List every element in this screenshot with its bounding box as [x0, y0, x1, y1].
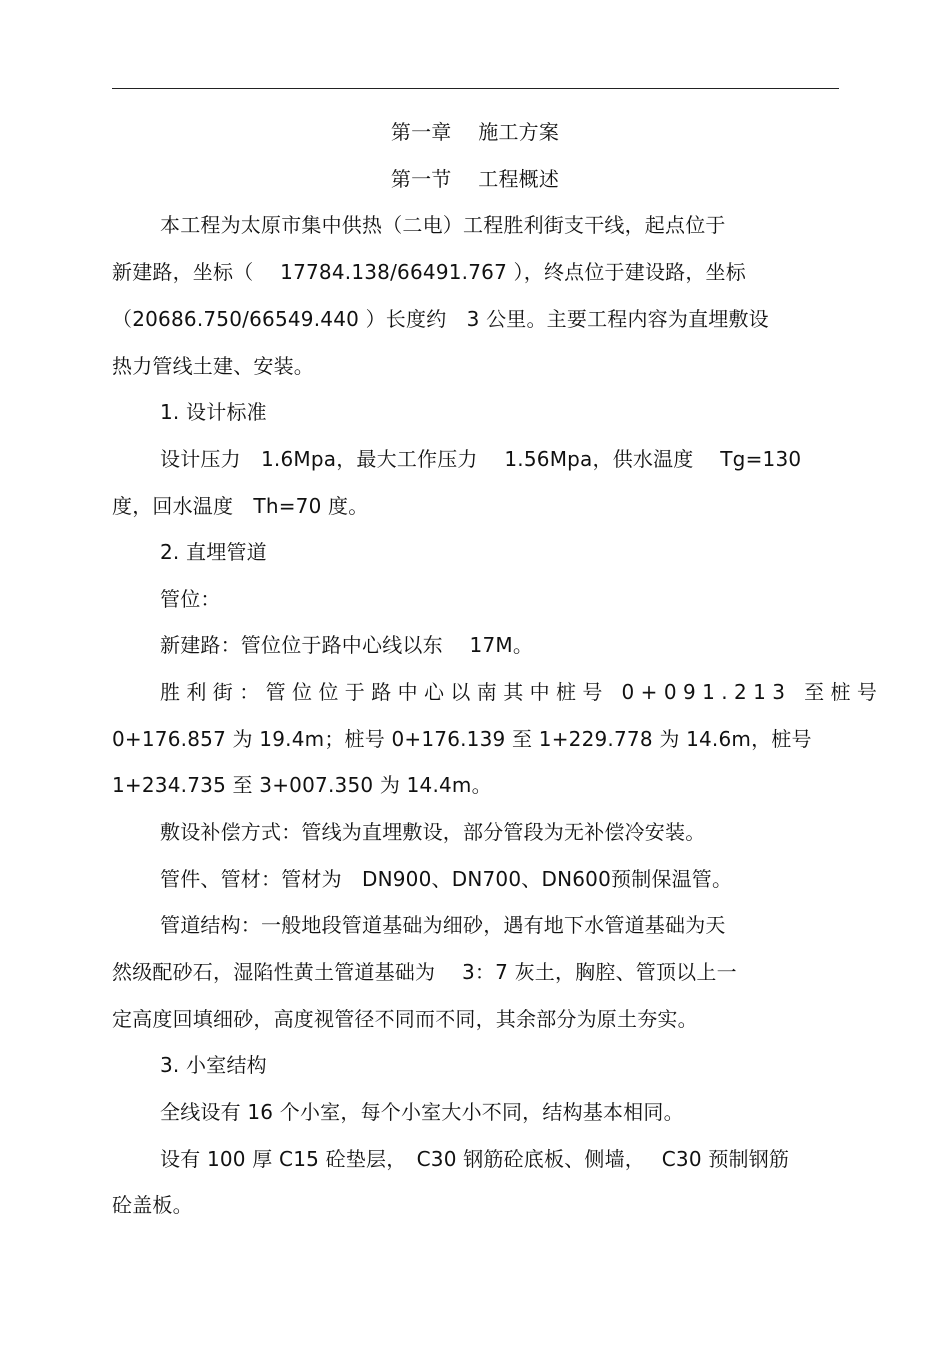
paragraph-line: 管件、管材：管材为 DN900、DN700、DN600预制保温管。: [160, 867, 733, 891]
paragraph-line: 度，回水温度 Th=70 度。: [112, 494, 369, 518]
section-title: 第一节 工程概述: [390, 167, 560, 191]
paragraph-line: 管道结构：一般地段管道基础为细砂，遇有地下水管道基础为天: [160, 913, 726, 937]
paragraph-line: 全线设有 16 个小室，每个小室大小不同，结构基本相同。: [160, 1100, 684, 1124]
header-rule: [112, 88, 839, 89]
paragraph-line: （20686.750/66549.440 ）长度约 3 公里。主要工程内容为直埋敷设: [112, 307, 769, 331]
paragraph-line: 胜利街：管位位于路中心以南其中桩号 0+091.213 至桩号: [160, 680, 884, 704]
paragraph-line: 0+176.857 为 19.4m；桩号 0+176.139 至 1+229.778 为 14.6m，桩号: [112, 727, 812, 751]
paragraph-line: 1+234.735 至 3+007.350 为 14.4m。: [112, 773, 492, 797]
paragraph-line: 设有 100 厚 C15 砼垫层， C30 钢筋砼底板、侧墙， C30 预制钢筋: [160, 1147, 790, 1171]
paragraph-line: 砼盖板。: [112, 1193, 193, 1217]
paragraph-line: 本工程为太原市集中供热（二电）工程胜利街支干线，起点位于: [160, 213, 726, 237]
chapter-title: 第一章 施工方案: [390, 120, 560, 144]
paragraph-line: 新建路：管位位于路中心线以东 17M。: [160, 633, 534, 657]
section-heading: 1. 设计标准: [160, 400, 267, 424]
paragraph-line: 设计压力 1.6Mpa，最大工作压力 1.56Mpa，供水温度 Tg=130: [160, 447, 802, 471]
section-heading: 2. 直埋管道: [160, 540, 267, 564]
paragraph-line: 热力管线土建、安装。: [112, 354, 314, 378]
section-heading: 3. 小室结构: [160, 1053, 267, 1077]
paragraph-line: 敷设补偿方式：管线为直埋敷设，部分管段为无补偿冷安装。: [160, 820, 706, 844]
paragraph-line: 然级配砂石，湿陷性黄土管道基础为 3：7 灰土，胸腔、管顶以上一: [112, 960, 737, 984]
paragraph-line: 管位：: [160, 587, 221, 611]
paragraph-line: 定高度回填细砂，高度视管径不同而不同，其余部分为原土夯实。: [112, 1007, 698, 1031]
paragraph-line: 新建路，坐标（ 17784.138/66491.767 ），终点位于建设路，坐标: [112, 260, 746, 284]
